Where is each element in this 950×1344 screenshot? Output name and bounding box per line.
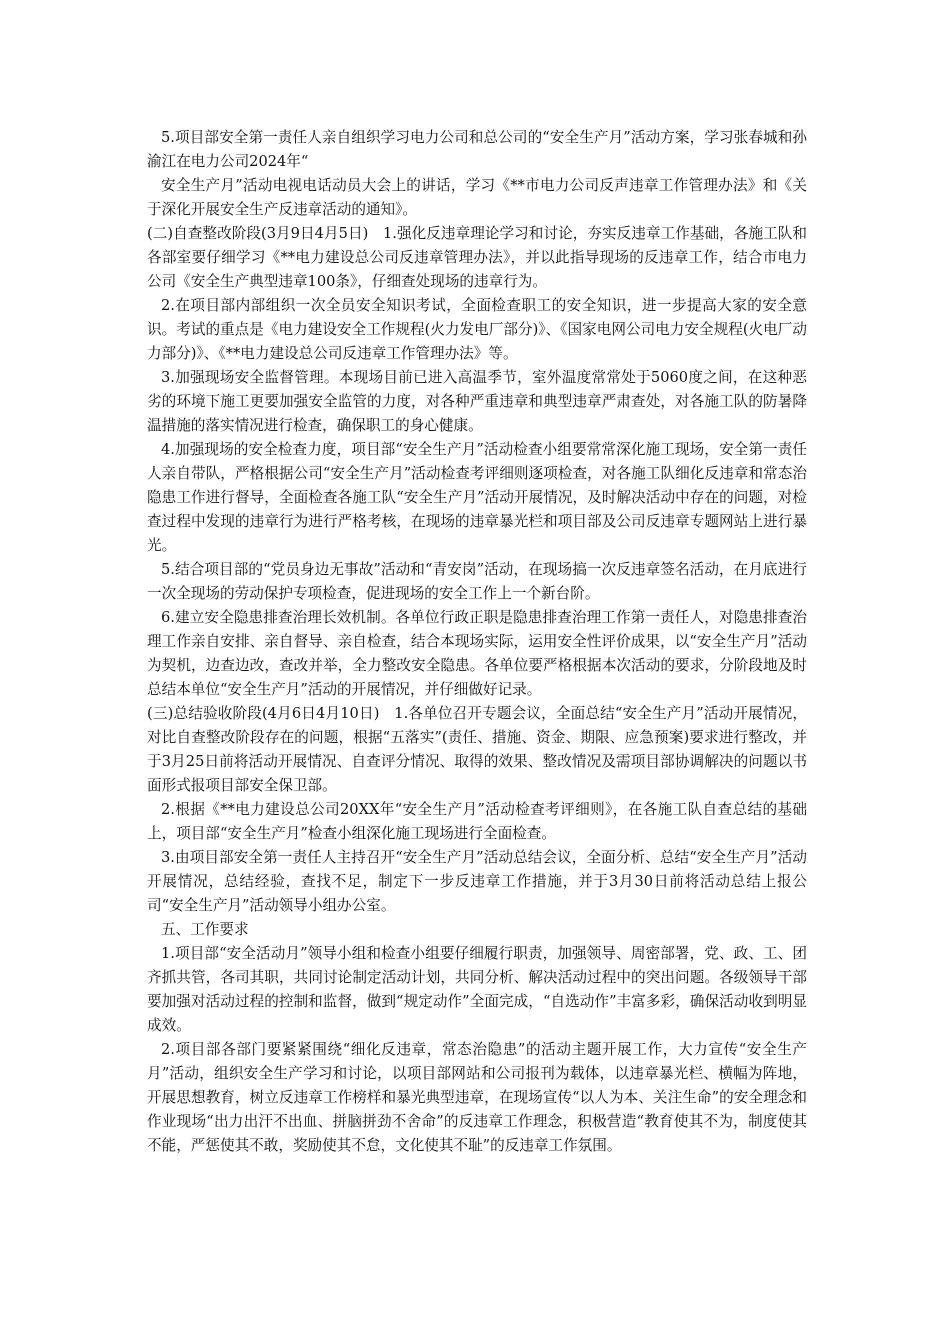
document-body [147, 126, 807, 1158]
section-work-requirements-heading: 五、工作要求 [161, 921, 249, 938]
paragraph-self-inspection-6: 6.建立安全隐患排查治理长效机制。各单位行政正职是隐患排查治理工作第一责任人，对隐患排查治理工作亲自安排、亲自督导、亲自检查，结合本现场实际，运用安全性评价成果，以“安全生产月”活动为契机，边查边改，查改并举，全力整改安全隐患。各单位要严格根据本次活动的要求，分阶段地及时总结本单位“安全生产月”活动的开展情况，并仔细做好记录。 [147, 609, 807, 698]
paragraph-summary-2: 2.根据《**电力建设总公司20XX年“安全生产月”活动检查考评细则》，在各施工队自查总结的基础上，项目部“安全生产月”检查小组深化施工现场进行全面检查。 [147, 801, 807, 842]
paragraph-self-inspection-5: 5.结合项目部的“党员身边无事故”活动和“青安岗”活动，在现场搞一次反违章签名活动，在月底进行一次全现场的劳动保护专项检查，促进现场的安全工作上一个新台阶。 [147, 561, 807, 602]
paragraph-requirement-2: 2.项目部各部门要紧紧围绕“细化反违章，常态治隐患”的活动主题开展工作，大力宣传“安全生产月”活动，组织安全生产学习和讨论，以项目部网站和公司报刊为载体，以违章暴光栏、横幅为阵地，开展思想教育，树立反违章工作榜样和暴光典型违章，在现场宣传“以人为本、关注生命”的安全理念和作业现场“出力出汗不出血、拼脑拼劲不舍命”的反违章工作理念，积极营造“教育使其不为，制度使其不能，严惩使其不敢，奖励使其不怠，文化使其不耻”的反违章工作氛围。 [147, 1041, 807, 1154]
section-self-inspection-heading: (二)自查整改阶段(3月9日4月5日) 1.强化反违章理论学习和讨论，夯实反违章工作基础，各施工队和各部室要仔细学习《**电力建设总公司反违章管理办法》，并以此指导现场的反违章工作，结合市电力公司《安全生产典型违章100条》，仔细查处现场的违章行为。 [147, 225, 807, 290]
paragraph-item-5-part-2: 安全生产月”活动电视电话动员大会上的讲话，学习《**市电力公司反声违章工作管理办法》和《关于深化开展安全生产反违章活动的通知》。 [147, 177, 807, 218]
section-summary-heading: (三)总结验收阶段(4月6日4月10日) 1.各单位召开专题会议，全面总结“安全生产月”活动开展情况，对比自查整改阶段存在的问题，根据“五落实”(责任、措施、资金、期限、应急预案)要求进行整改，并于3月25日前将活动开展情况、自查评分情况、取得的效果、整改情况及需项目部协调解决的问题以书面形式报项目部安全保卫部。 [147, 705, 807, 794]
paragraph-self-inspection-4: 4.加强现场的安全检查力度，项目部“安全生产月”活动检查小组要常常深化施工现场，安全第一责任人亲自带队，严格根据公司“安全生产月”活动检查考评细则逐项检查，对各施工队细化反违章和常态治隐患工作进行督导，全面检查各施工队“安全生产月”活动开展情况，及时解决活动中存在的问题，对检查过程中发现的违章行为进行严格考核，在现场的违章暴光栏和项目部及公司反违章专题网站上进行暴光。 [147, 441, 807, 554]
paragraph-item-5-part-1: 5.项目部安全第一责任人亲自组织学习电力公司和总公司的“安全生产月”活动方案，学习张春城和孙渝江在电力公司2024年“ [147, 129, 807, 170]
paragraph-summary-3: 3.由项目部安全第一责任人主持召开“安全生产月”活动总结会议，全面分析、总结“安全生产月”活动开展情况，总结经验，查找不足，制定下一步反违章工作措施，并于3月30日前将活动总结上报公司“安全生产月”活动领导小组办公室。 [147, 849, 807, 914]
paragraph-requirement-1: 1.项目部“安全活动月”领导小组和检查小组要仔细履行职责，加强领导、周密部署，党、政、工、团齐抓共管，各司其职，共同讨论制定活动计划，共同分析、解决活动过程中的突出问题。各级领导干部要加强对活动过程的控制和监督，做到“规定动作”全面完成，“自选动作”丰富多彩，确保活动收到明显成效。 [147, 945, 807, 1034]
paragraph-self-inspection-3: 3.加强现场安全监督管理。本现场目前已进入高温季节，室外温度常常处于5060度之间，在这种恶劣的环境下施工更要加强安全监管的力度，对各种严重违章和典型违章严肃查处，对各施工队的防暑降温措施的落实情况进行检查，确保职工的身心健康。 [147, 369, 807, 434]
paragraph-self-inspection-2: 2.在项目部内部组织一次全员安全知识考试，全面检查职工的安全知识，进一步提高大家的安全意识。考试的重点是《电力建设安全工作规程(火力发电厂部分)》、《国家电网公司电力安全规程(火电厂动力部分)》、《**电力建设总公司反违章工作管理办法》等。 [147, 297, 807, 362]
